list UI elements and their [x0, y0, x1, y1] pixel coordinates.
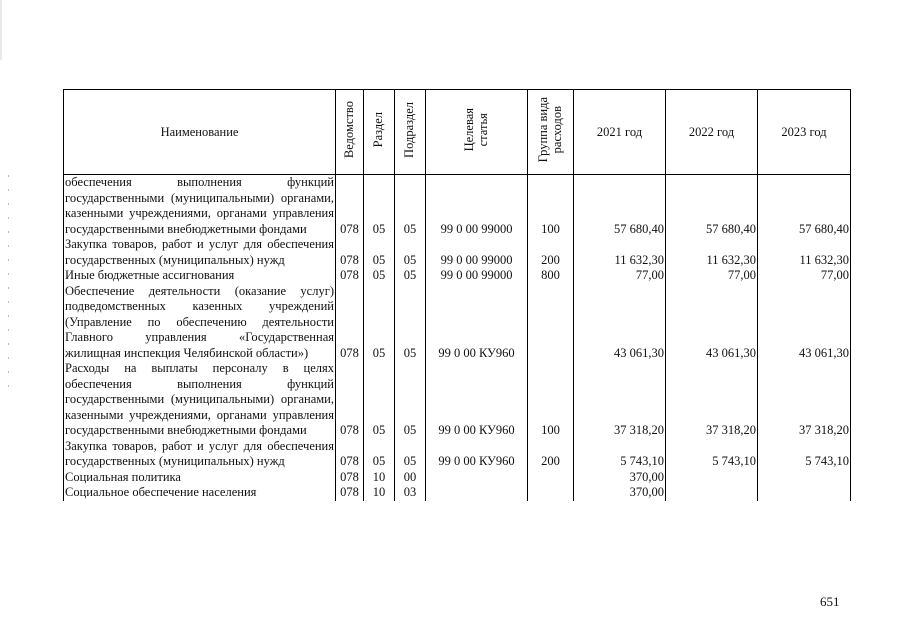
cell-podr: 05 — [395, 284, 426, 362]
cell-razd: 10 — [364, 485, 395, 501]
cell-y2021: 5 743,10 — [574, 439, 666, 470]
col-header-celevaya-statya: Целевая статья — [426, 90, 528, 175]
cell-y2021: 11 632,30 — [574, 237, 666, 268]
cell-y2023: 43 061,30 — [758, 284, 851, 362]
cell-y2021: 370,00 — [574, 470, 666, 486]
cell-y2023 — [758, 470, 851, 486]
cell-cs: 99 0 00 КУ960 — [426, 361, 528, 439]
cell-y2021: 77,00 — [574, 268, 666, 284]
cell-vr: 200 — [528, 439, 574, 470]
col-header-gruppa-vida: Группа вида расходов — [528, 90, 574, 175]
cell-y2021: 370,00 — [574, 485, 666, 501]
cell-y2022 — [666, 485, 758, 501]
cell-name: Обеспечение деятельности (оказание услуг) подведомственных казенных учреждений (Управление по обеспечению деятельности Главного управления «Государственная жилищная инспекция Челябинской области») — [65, 283, 334, 360]
scan-dots — [8, 175, 9, 395]
table-row — [64, 361, 851, 439]
cell-ved: 078 — [336, 361, 364, 439]
cell-name: Расходы на выплаты персоналу в целях обеспечения выполнения функций государственными (муниципальными) органами, казенными учреждениями, органами управления государственными внебюджетными фондами — [65, 361, 334, 437]
cell-ved: 078 — [336, 268, 364, 284]
cell-y2021: 43 061,30 — [574, 284, 666, 362]
cell-podr: 05 — [395, 268, 426, 284]
cell-y2023: 5 743,10 — [758, 439, 851, 470]
cell-y2023: 77,00 — [758, 268, 851, 284]
table-row — [64, 237, 851, 268]
cell-y2022: 5 743,10 — [666, 439, 758, 470]
cell-razd: 05 — [364, 284, 395, 362]
col-header-name: Наименование — [64, 90, 336, 175]
cell-y2023: 11 632,30 — [758, 237, 851, 268]
cell-name: Иные бюджетные ассигнования — [64, 268, 336, 284]
cell-vr — [528, 485, 574, 501]
cell-y2021: 37 318,20 — [574, 361, 666, 439]
col-header-razdel: Раздел — [364, 90, 395, 175]
cell-y2023: 57 680,40 — [758, 175, 851, 238]
cell-cs: 99 0 00 99000 — [426, 237, 528, 268]
cell-razd: 05 — [364, 361, 395, 439]
cell-podr: 03 — [395, 485, 426, 501]
cell-vr: 200 — [528, 237, 574, 268]
cell-cs — [426, 485, 528, 501]
cell-vr: 100 — [528, 361, 574, 439]
cell-vr: 800 — [528, 268, 574, 284]
cell-podr: 00 — [395, 470, 426, 486]
cell-cs: 99 0 00 99000 — [426, 268, 528, 284]
cell-name: обеспечения выполнения функций государственными (муниципальными) органами, казенными учреждениями, органами управления государственными внебюджетными фондами — [65, 175, 334, 236]
cell-ved: 078 — [336, 237, 364, 268]
cell-y2022: 37 318,20 — [666, 361, 758, 439]
cell-cs: 99 0 00 КУ960 — [426, 439, 528, 470]
cell-y2022: 77,00 — [666, 268, 758, 284]
cell-razd: 05 — [364, 175, 395, 238]
cell-ved: 078 — [336, 284, 364, 362]
cell-cs: 99 0 00 99000 — [426, 175, 528, 238]
cell-podr: 05 — [395, 237, 426, 268]
cell-y2022 — [666, 470, 758, 486]
cell-podr: 05 — [395, 439, 426, 470]
cell-y2022: 57 680,40 — [666, 175, 758, 238]
table-row — [64, 439, 851, 470]
table-row — [64, 284, 851, 362]
col-header-2023: 2023 год — [758, 90, 851, 175]
cell-vr — [528, 470, 574, 486]
cell-y2023: 37 318,20 — [758, 361, 851, 439]
cell-ved: 078 — [336, 485, 364, 501]
cell-podr: 05 — [395, 361, 426, 439]
cell-y2022: 43 061,30 — [666, 284, 758, 362]
cell-name: Социальное обеспечение населения — [64, 485, 336, 501]
budget-table — [63, 89, 851, 501]
scan-edge-mark — [0, 0, 2, 60]
table-header-row — [64, 90, 851, 175]
cell-ved: 078 — [336, 439, 364, 470]
table-row — [64, 485, 851, 501]
cell-name: Социальная политика — [64, 470, 336, 486]
cell-ved: 078 — [336, 470, 364, 486]
cell-razd: 10 — [364, 470, 395, 486]
cell-y2023 — [758, 485, 851, 501]
cell-cs: 99 0 00 КУ960 — [426, 284, 528, 362]
cell-vr: 100 — [528, 175, 574, 238]
cell-y2021: 57 680,40 — [574, 175, 666, 238]
col-header-podrazdel: Подраздел — [395, 90, 426, 175]
page-number: 651 — [820, 594, 840, 609]
cell-podr: 05 — [395, 175, 426, 238]
cell-razd: 05 — [364, 237, 395, 268]
cell-vr — [528, 284, 574, 362]
table-row — [64, 268, 851, 284]
cell-ved: 078 — [336, 175, 364, 238]
cell-cs — [426, 470, 528, 486]
cell-y2022: 11 632,30 — [666, 237, 758, 268]
col-header-2022: 2022 год — [666, 90, 758, 175]
col-header-vedomstvo: Ведомство — [336, 90, 364, 175]
cell-name: Закупка товаров, работ и услуг для обеспечения государственных (муниципальных) нужд — [65, 438, 334, 468]
col-header-2021: 2021 год — [574, 90, 666, 175]
table-row — [64, 470, 851, 486]
cell-razd: 05 — [364, 439, 395, 470]
table-row — [64, 175, 851, 238]
cell-razd: 05 — [364, 268, 395, 284]
cell-name: Закупка товаров, работ и услуг для обеспечения государственных (муниципальных) нужд — [65, 237, 334, 267]
